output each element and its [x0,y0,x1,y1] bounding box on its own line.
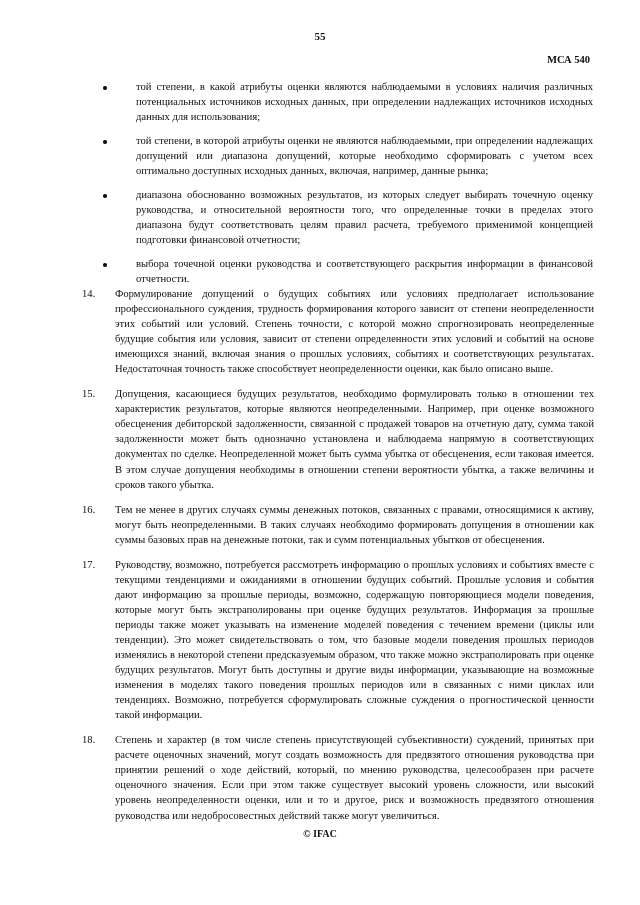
paragraph-number: 17. [82,559,96,571]
paragraph-text: Формулирование допущений о будущих событиях или условиях предполагает использование профессионального суждения, трудность формирования которого зависит от степени неопределенности этих событий или условий. Степень точности, с которой можно спрогнозировать неопределенные будущие события или условия, зависит от степени определенности этих условий и событий на основе имеющихся знаний, включая знания о прошлых условиях, событиях и соответствующих результатах. Недостаточная точность также способствует неопределенности оценки, как было описано выше. [115,289,594,376]
bullet-icon [103,86,107,90]
page-number: 55 [314,31,326,43]
paragraph-15 [82,387,594,492]
bullet-text: той степени, в которой атрибуты оценки не являются наблюдаемыми, при определении надлежащих допущений или диапазона допущений, которые необходимо сформировать с учетом всех оптимально доступных исходных данных, включая, например, данные рынка; [136,136,593,177]
paragraph-18 [82,733,594,823]
paragraph-number: 14. [82,289,96,300]
paragraph-text: Допущения, касающиеся будущих результатов, необходимо формулировать только в отношении тех характеристик результатов, которые являются неопределенными. Например, при оценке возможного обесценения дебиторской задолженности, связанной с продажей товаров на отчетную дату, сумма такой задолженности может быть однозначно установлена и наблюдаема напрямую в соответствующих документах по сделке. Неопределенной может быть сумма убытка от обесценения, если таковая имеется. В этом случае допущения необходимы в отношении степени вероятности убытка, а также величины и сроков такого убытка. [115,389,594,491]
paragraph-number: 18. [82,735,96,747]
bullet-icon [103,263,107,267]
paragraph-number: 15. [82,389,96,401]
copyright-footer: © IFAC [303,829,337,840]
document-code: МСА 540 [547,55,590,66]
paragraph-text: Руководству, возможно, потребуется рассмотреть информацию о прошлых условиях и событиях вместе с текущими тенденциями и ожиданиями в отношении будущих событий. Прошлые условия и события дают информацию за прошлые периоды, возможно, содержащую повторяющиеся модели поведения, которые могут быть экстраполированы при оценке будущих результатов. Информация за прошлые периоды также может указывать на изменение моделей поведения с течением времени (циклы или тенденции). Это может свидетельствовать о том, что базовые модели поведения прошлых периодов изменялись в некоторой степени предсказуемым образом, что также можно экстраполировать при оценке будущих результатов. Могут быть доступны и другие виды информации, указывающие на возможные изменения в моделях такого поведения прошлых периодов или в связанных с ними циклах или тенденциях. Возможно, потребуется сформулировать сложные суждения о прогностической ценности такой информации. [115,559,594,722]
bullet-item [103,80,593,125]
bullet-item [103,188,593,248]
bullet-item [103,257,593,287]
paragraph-14 [82,287,594,377]
paragraph-number: 16. [82,504,96,516]
paragraph-text: Степень и характер (в том числе степень присутствующей субъективности) суждений, принятых при расчете оценочных значений, могут создать возможность для предвзятого отношения руководства при принятии решений о ходе действий, который, по мнению руководства, целесообразен при расчете оценочного значения. Если при этом также существует высокий уровень сложности, или высокий уровень неопределенности оценки, или и то и другое, риск и возможность предвзятого отношения руководства или недобросовестных действий также могут увеличиться. [115,735,594,822]
bullet-icon [103,140,107,144]
bullet-item [103,134,593,179]
bullet-icon [103,194,107,198]
bullet-text: той степени, в какой атрибуты оценки являются наблюдаемыми в условиях наличия различных потенциальных источников исходных данных, при определении надлежащих источников исходных данных для использования; [136,82,593,123]
bullet-list [103,80,593,296]
paragraph-text: Тем не менее в других случаях суммы денежных потоков, связанных с правами, относящимися к активу, могут быть неопределенными. В таких случаях необходимо формировать допущения в отношении как суммы базовых прав на денежные потоки, так и сумм потенциальных убытков от обесценения. [115,504,594,546]
paragraph-16 [82,503,594,548]
numbered-paragraphs [82,287,594,834]
bullet-text: диапазона обоснованно возможных результатов, из которых следует выбирать точечную оценку руководства, и относительной вероятности того, что определенные точки в пределах этого диапазона будут соответствовать целям правил расчета, требуемого применимой концепцией подготовки финансовой отчетности; [136,190,593,246]
bullet-text: выбора точечной оценки руководства и соответствующего раскрытия информации в финансовой отчетности. [136,259,593,285]
paragraph-17 [82,558,594,724]
